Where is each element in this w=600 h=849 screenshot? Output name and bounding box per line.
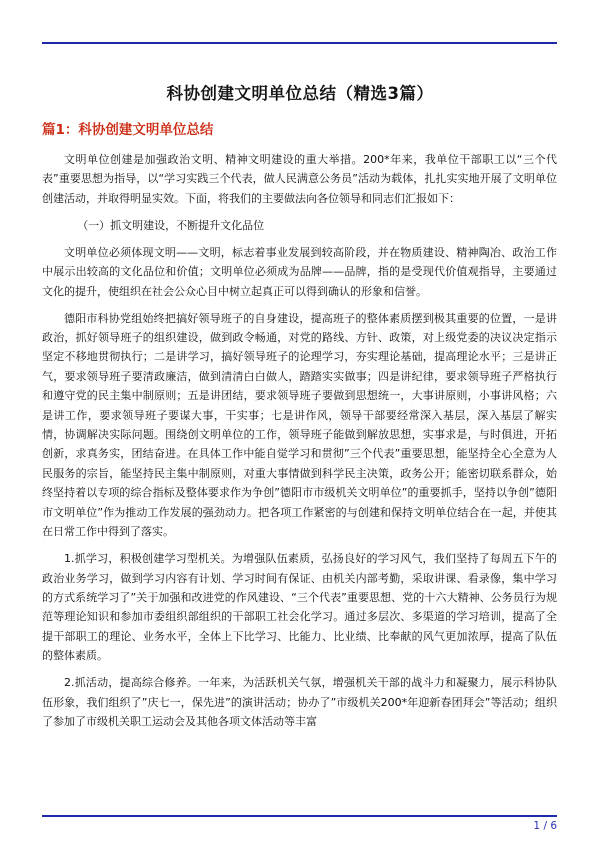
header-rule (42, 42, 557, 44)
paragraph-intro: 文明单位创建是加强政治文明、精神文明建设的重大举措。200*年来，我单位干部职工以“三个代表”重要思想为指导，以“学习实践三个代表，做人民满意公务员”活动为载体，扎扎实实地开展了文明单位创建活动，并取得明显实效。下面，将我们的主要做法向各位领导和同志们汇报如下： (42, 153, 557, 205)
footer-rule (42, 815, 557, 817)
page-number: 1 / 6 (533, 820, 557, 832)
paragraph-subheading: （一）抓文明建设，不断提升文化品位 (77, 218, 265, 232)
document-title: 科协创建文明单位总结（精选3篇） (166, 84, 434, 103)
paragraph-activities: 2.抓活动，提高综合修养。一年来，为活跃机关气氛，增强机关干部的战斗力和凝聚力，展示科协队伍形象，我们组织了”庆七一，保先进”的演讲活动；协办了”市级机关200*年迎新春团拜会”等活动；组织了参加了市级机关职工运动会及其他各项文体活动等丰富 (42, 676, 557, 728)
paragraph-leadership: 德阳市科协党组始终把搞好领导班子的自身建设，提高班子的整体素质摆到极其重要的位置，一是讲政治，抓好领导班子的组织建设，做到政令畅通，对党的路线、方针、政策，对上级党委的决议决定指示坚定不移地贯彻执行；二是讲学习，搞好领导班子的论理学习，夯实理论基础，提高理论水平；三是讲正气，要求领导班子要清政廉洁，做到清清白白做人，踏踏实实做事；四是讲纪律，要求领导班子严格执行和遵守党的民主集中制原则；五是讲团结，要求领导班子要做到思想统一，大事讲原则，小事讲风格；六是讲工作，要求领导班子要谋大事，干实事；七是讲作风，领导干部要经常深入基层，深入基层了解实情，协调解决实际问题。围绕创文明单位的工作，领导班子能做到解放思想，实事求是，与时俱进，开拓创新，求真务实，团结奋进。在具体工作中能自觉学习和贯彻”三个代表”重要思想，能坚持全心全意为人民服务的宗旨，能坚持民主集中制原则，对重大事情做到科学民主决策，政务公开；能密切联系群众，始终坚持着以专项的综合指标及整体要求作为争创”德阳市市级机关文明单位”的重要抓手，坚持以争创”德阳市文明单位”作为推动工作发展的强劲动力。把各项工作紧密的与创建和保持文明单位结合在一起，并使其在日常工作中得到了落实。 (42, 311, 557, 539)
document-body (42, 150, 557, 739)
paragraph-civilization: 文明单位必须体现文明——文明，标志着事业发展到较高阶段，并在物质建设、精神陶冶、政治工作中展示出较高的文化品位和价值；文明单位必须成为品牌——品牌，指的是受现代价值观指导，主要通过文化的提升，使组织在社会公众心目中树立起真正可以得到确认的形象和信誉。 (42, 245, 557, 298)
section-heading: 篇1：科协创建文明单位总结 (42, 122, 214, 138)
paragraph-study: 1.抓学习，积极创建学习型机关。为增强队伍素质，弘扬良好的学习风气，我们坚持了每周五下午的政治业务学习，做到学习内容有计划、学习时间有保证、由机关内部考勤，采取讲课、看录像，集中学习的方式系统学习了”关于加强和改进党的作风建设、“三个代表”重要思想、党的十六大精神、公务员行为规范等理论知识和参加市委组织部组织的干部职工社会化学习。通过多层次、多渠道的学习培训，提高了全提干部职工的理论、业务水平，全体上下比学习、比能力、比业绩、比奉献的风气更加浓厚，提高了队伍的整体素质。 (42, 552, 557, 663)
